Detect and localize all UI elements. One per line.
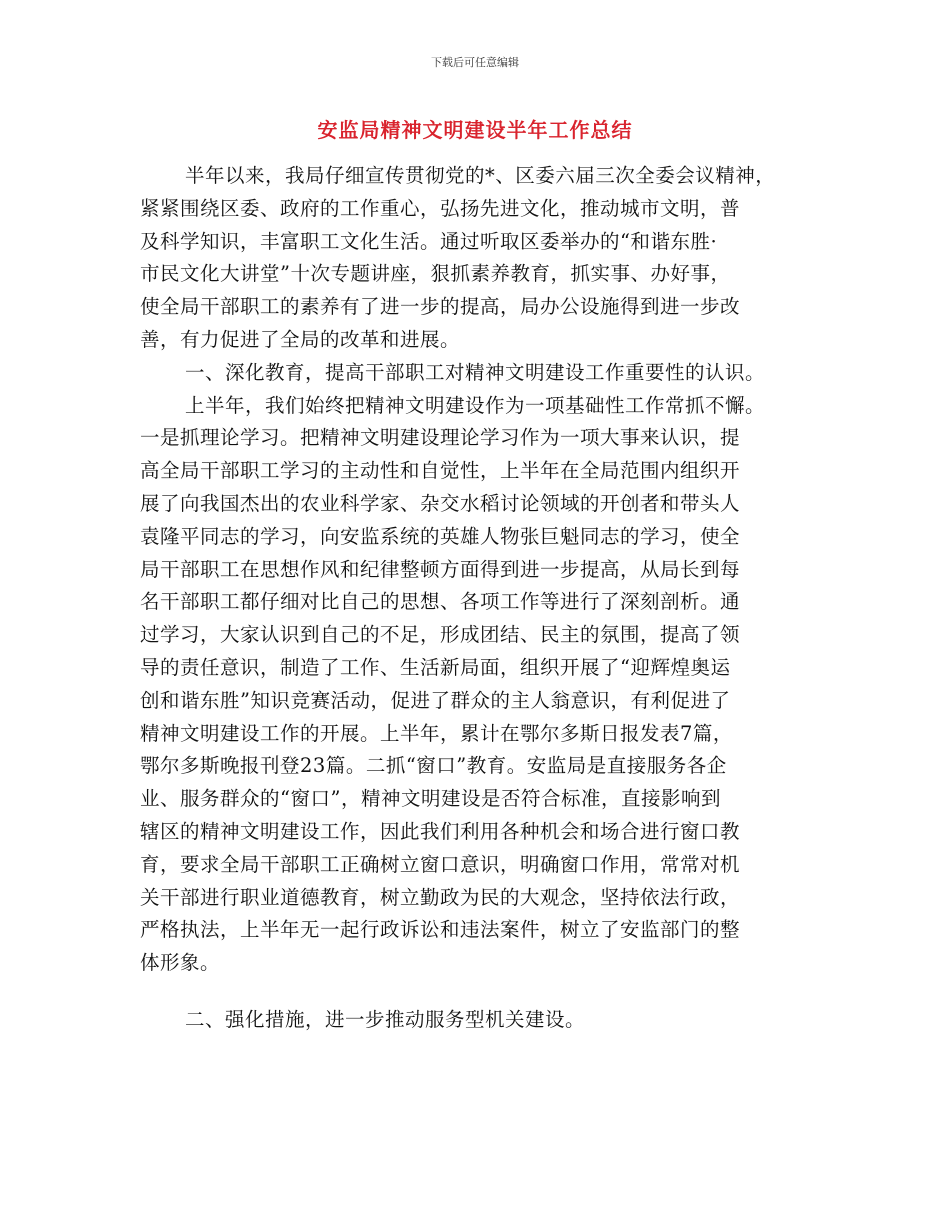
text-line: 半年以来，我局仔细宣传贯彻党的*、区委六届三次全委会议精神， [185, 164, 776, 187]
text-line: 紧紧围绕区委、政府的工作重心，弘扬先进文化，推动城市文明，普 [140, 196, 741, 220]
text-line: 严格执法，上半年无一起行政诉讼和违法案件，树立了安监部门的整 [140, 918, 741, 942]
document-body [140, 160, 820, 1037]
text-line: 关干部进行职业道德教育，树立勤政为民的大观念，坚持依法行政， [140, 885, 741, 909]
paragraph-intro [140, 160, 820, 357]
section-heading-2 [140, 1004, 820, 1037]
text-line: 局干部职工在思想作风和纪律整顿方面得到进一步提高，从局长到每 [140, 557, 741, 581]
text-line: 高全局干部职工学习的主动性和自觉性，上半年在全局范围内组织开 [140, 459, 741, 483]
text-line: 精神文明建设工作的开展。上半年，累计在鄂尔多斯日报发表7篇， [140, 721, 733, 745]
header-note: 下载后可任意编辑 [431, 56, 519, 69]
text-line: 育，要求全局干部职工正确树立窗口意识，明确窗口作用，常常对机 [140, 852, 741, 876]
text-line: 展了向我国杰出的农业科学家、杂交水稻讨论领域的开创者和带头人 [140, 491, 741, 515]
paragraph-education [140, 390, 820, 980]
text-line: 体形象。 [140, 951, 221, 975]
text-line: 辖区的精神文明建设工作，因此我们利用各种机会和场合进行窗口教 [140, 819, 741, 843]
text-line: 过学习，大家认识到自己的不足，形成团结、民主的氛围，提高了领 [140, 623, 741, 647]
section-heading-1 [140, 357, 820, 390]
text-line: 鄂尔多斯晚报刊登23篇。二抓“窗口”教育。安监局是直接服务各企 [140, 754, 727, 778]
text-line: 创和谐东胜”知识竞赛活动，促进了群众的主人翁意识，有利促进了 [140, 688, 731, 712]
text-line: 名干部职工都仔细对比自己的思想、各项工作等进行了深刻剖析。通 [140, 590, 741, 614]
section-heading-line: 一、深化教育，提高干部职工对精神文明建设工作重要性的认识。 [185, 360, 766, 384]
text-line: 业、服务群众的“窗口”，精神文明建设是否符合标准，直接影响到 [140, 787, 721, 811]
text-line: 善，有力促进了全局的改革和进展。 [140, 327, 461, 351]
text-line: 袁隆平同志的学习，向安监系统的英雄人物张巨魁同志的学习，使全 [140, 524, 741, 548]
text-line: 市民文化大讲堂”十次专题讲座，狠抓素养教育，抓实事、办好事， [140, 262, 731, 286]
document-title: 安监局精神文明建设半年工作总结 [317, 118, 633, 142]
text-line: 及科学知识，丰富职工文化生活。通过听取区委举办的“和谐东胜· [140, 229, 718, 253]
text-line: 使全局干部职工的素养有了进一步的提高，局办公设施得到进一步改 [140, 295, 741, 319]
paragraph-gap [140, 980, 820, 1004]
text-line: 导的责任意识，制造了工作、生活新局面，组织开展了“迎辉煌奥运 [140, 655, 731, 679]
section-heading-line: 二、强化措施，进一步推动服务型机关建设。 [185, 1007, 586, 1031]
text-line: 上半年，我们始终把精神文明建设作为一项基础性工作常抓不懈。 [185, 393, 766, 417]
text-line: 一是抓理论学习。把精神文明建设理论学习作为一项大事来认识，提 [140, 426, 741, 450]
